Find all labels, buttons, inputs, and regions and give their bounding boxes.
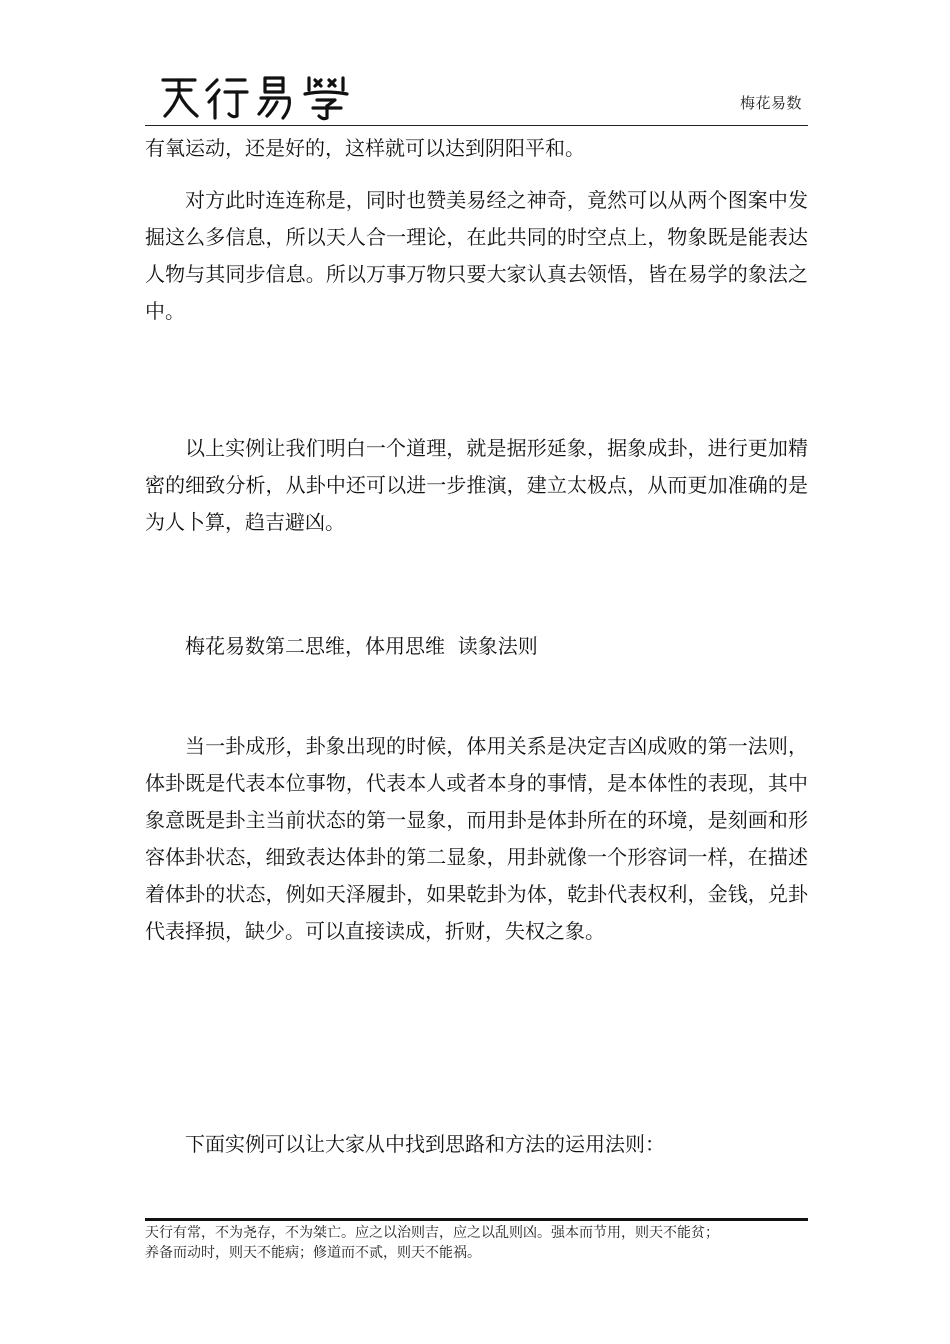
- paragraph-2: 对方此时连连称是，同时也赞美易经之神奇，竟然可以从两个图案中发掘这么多信息，所以天人合一理论，在此共同的时空点上，物象既是能表达人物与其同步信息。所以万事万物只要大家认真去领悟，皆在易学的象法之中。: [145, 188, 808, 323]
- paragraph-6: 下面实例可以让大家从中找到思路和方法的运用法则：: [185, 1132, 665, 1156]
- section-heading: 梅花易数第二思维，体用思维 读象法则: [185, 634, 538, 658]
- footer-line-2: 养备而动时，则天不能病；修道而不贰，则天不能祸。: [145, 1245, 481, 1261]
- header-title: 梅花易数: [739, 94, 802, 112]
- page-header: [145, 68, 808, 126]
- header-divider: [145, 125, 808, 126]
- seal-script-logo: [157, 72, 353, 122]
- paragraph-3: 以上实例让我们明白一个道理，就是据形延象，据象成卦，进行更加精密的细致分析，从卦中还可以进一步推演，建立太极点，从而更加准确的是为人卜算，趋吉避凶。: [145, 436, 808, 534]
- paragraph-5: 当一卦成形，卦象出现的时候，体用关系是决定吉凶成败的第一法则，体卦既是代表本位事物，代表本人或者本身的事情，是本体性的表现，其中象意既是卦主当前状态的第一显象，而用卦是体卦所在的环境，是刻画和形容体卦状态，细致表达体卦的第二显象，用卦就像一个形容词一样，在描述着体卦的状态，例如天泽履卦，如果乾卦为体，乾卦代表权利，金钱，兑卦代表择损，缺少。可以直接读成，折财，失权之象。: [145, 734, 808, 943]
- paragraph-1: 有氧运动，还是好的，这样就可以达到阴阳平和。: [145, 136, 585, 160]
- footer-divider: [145, 1218, 808, 1221]
- logo-artwork: [157, 72, 353, 122]
- footer-line-1: 天行有常，不为尧存，不为桀亡。应之以治则吉，应之以乱则凶。强本而节用，则天不能贫；: [145, 1225, 719, 1241]
- page-footer: [145, 1223, 808, 1263]
